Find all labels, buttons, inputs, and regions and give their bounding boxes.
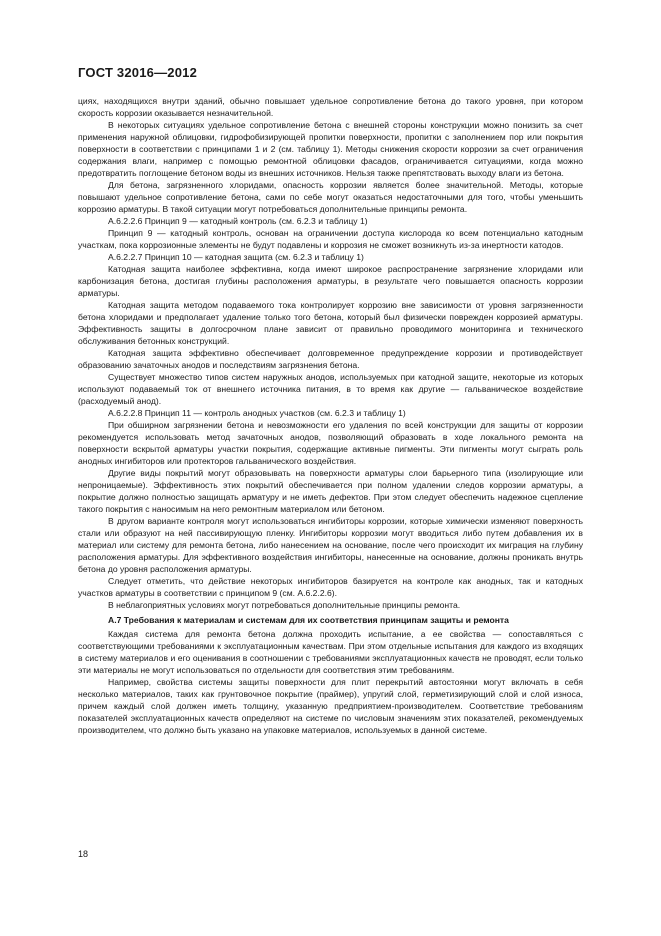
paragraph: Например, свойства системы защиты поверхности для плит перекрытий автостоянки могут включать в себя несколько материалов, таких как грунтовочное покрытие (праймер), упругий слой, герметизирующий слой и слой износа, причем каждый слой должен иметь толщину, указанную предприятием-производителем. Соответствие требованиям показателей эксплуатационных качеств определяют на системе по числовым значениям этих показателей, рекомендуемых производителем, что должно быть указано на упаковке материалов, используемых в данной системе.	[78, 677, 583, 735]
paragraph: В некоторых ситуациях удельное сопротивление бетона с внешней стороны конструкции можно понизить за счет применения наружной облицовки, гидрофобизирующей пропитки поверхности, пропитки с заполнением пор или покрытия поверхности в соответствии с принципами 1 и 2 (см. таблицу 1). Методы снижения скорости коррозии за счет ограничения содержания влаги, например с помощью ремонтной облицовки фасадов, ограничивается ситуациями, когда можно предотвратить поглощение бетоном воды из внешних источников. Нельзя также препятствовать выходу влаги из бетона.	[78, 120, 583, 178]
paragraph: При обширном загрязнении бетона и невозможности его удаления по всей конструкции для защиты от коррозии рекомендуется использовать метод зачаточных анодов, позволяющий образовать в ходе локального ремонта на поверхности вскрытой арматуры участки покрытия, содержащие активные пигменты. Эти пигменты могут сыграть роль анодных ингибиторов или протекторов гальванического воздействия.	[78, 420, 583, 466]
section-heading-a7: А.7 Требования к материалам и системам для их соответствия принципам защиты и ремонта	[108, 615, 509, 625]
paragraph: Для бетона, загрязненного хлоридами, опасность коррозии является более значительной. Методы, которые повышают удельное сопротивление бетона, сами по себе могут оказаться недостаточными для того, чтобы уменьшить коррозию арматуры. В такой ситуации могут потребоваться дополнительные принципы ремонта.	[78, 180, 583, 214]
page-number: 18	[78, 849, 89, 859]
body-text	[78, 95, 583, 736]
clause-heading-a6226: А.6.2.2.6 Принцип 9 — катодный контроль (см. 6.2.3 и таблицу 1)	[108, 216, 368, 226]
clause-heading-a6227: А.6.2.2.7 Принцип 10 — катодная защита (см. 6.2.3 и таблицу 1)	[108, 252, 364, 262]
paragraph: В другом варианте контроля могут использоваться ингибиторы коррозии, которые химически изменяют поверхность стали или образуют на ней пассивирующую пленку. Ингибиторы коррозии могут вводиться либо путем добавления их в материал или систему для ремонта бетона, либо нанесением на основание, после чего происходит их миграция на глубину расположения арматуры. Для эффективного воздействия ингибиторы, нанесенные на основание, должны проникать внутрь бетона до уровня расположения арматуры.	[78, 516, 583, 574]
paragraph: Каждая система для ремонта бетона должна проходить испытание, а ее свойства — сопоставляться с соответствующими требованиями к эксплуатационным качествам. При этом отдельные испытания для каждого из входящих в систему материалов и его оценивания в соотношении с требованиями эксплуатационных качеств не проводят, если только эти материалы не могут использоваться по отдельности для соответствия этим требованиям.	[78, 629, 583, 675]
clause-heading-a6228: А.6.2.2.8 Принцип 11 — контроль анодных участков (см. 6.2.3 и таблицу 1)	[108, 408, 406, 418]
paragraph: Существует множество типов систем наружных анодов, используемых при катодной защите, некоторые из которых используют подаваемый ток от внешнего источника питания, в то время как другие — гальваническое воздействие (расходуемый анод).	[78, 372, 583, 406]
paragraph: Катодная защита наиболее эффективна, когда имеют широкое распространение загрязнение хлоридами или карбонизация бетона, достигая глубины расположения арматуры, в результате чего повышается опасность коррозии арматуры.	[78, 264, 583, 298]
paragraph: Следует отметить, что действие некоторых ингибиторов базируется на контроле как анодных, так и катодных участков арматуры в соответствии с принципом 9 (см. А.6.2.2.6).	[78, 576, 583, 598]
paragraph: Катодная защита методом подаваемого тока контролирует коррозию вне зависимости от уровня загрязненности бетона хлоридами и предполагает удаление только того бетона, который был физически поврежден коррозией арматуры. Эффективность защиты в долгосрочном плане зависит от правильно проводимого мониторинга и технического обслуживания бетонных конструкций.	[78, 300, 583, 346]
paragraph-continuation: циях, находящихся внутри зданий, обычно повышает удельное сопротивление бетона до такого уровня, при котором скорость коррозии оказывается незначительной.	[78, 96, 583, 118]
paragraph: В неблагоприятных условиях могут потребоваться дополнительные принципы ремонта.	[108, 600, 461, 610]
paragraph: Принцип 9 — катодный контроль, основан на ограничении доступа кислорода ко всем потенциально катодным участкам, пока коррозионные элементы не будут подавлены и коррозия не сможет возникнуть из-за инертности катодов.	[78, 228, 583, 250]
paragraph: Другие виды покрытий могут образовывать на поверхности арматуры слои барьерного типа (изолирующие или непроницаемые). Эффективность этих покрытий обеспечивается при полном удалении следов коррозии арматуры, а покрытие должно полностью защищать арматуру и не иметь дефектов. При этом следует обеспечить надежное сцепление такого покрытия с наносимым на него ремонтным материалом или бетоном.	[78, 468, 583, 514]
document-header: ГОСТ 32016—2012	[78, 65, 197, 80]
paragraph: Катодная защита эффективно обеспечивает долговременное предупреждение коррозии и противодействует образованию зачаточных анодов и последствиям загрязнения бетона.	[78, 348, 583, 370]
